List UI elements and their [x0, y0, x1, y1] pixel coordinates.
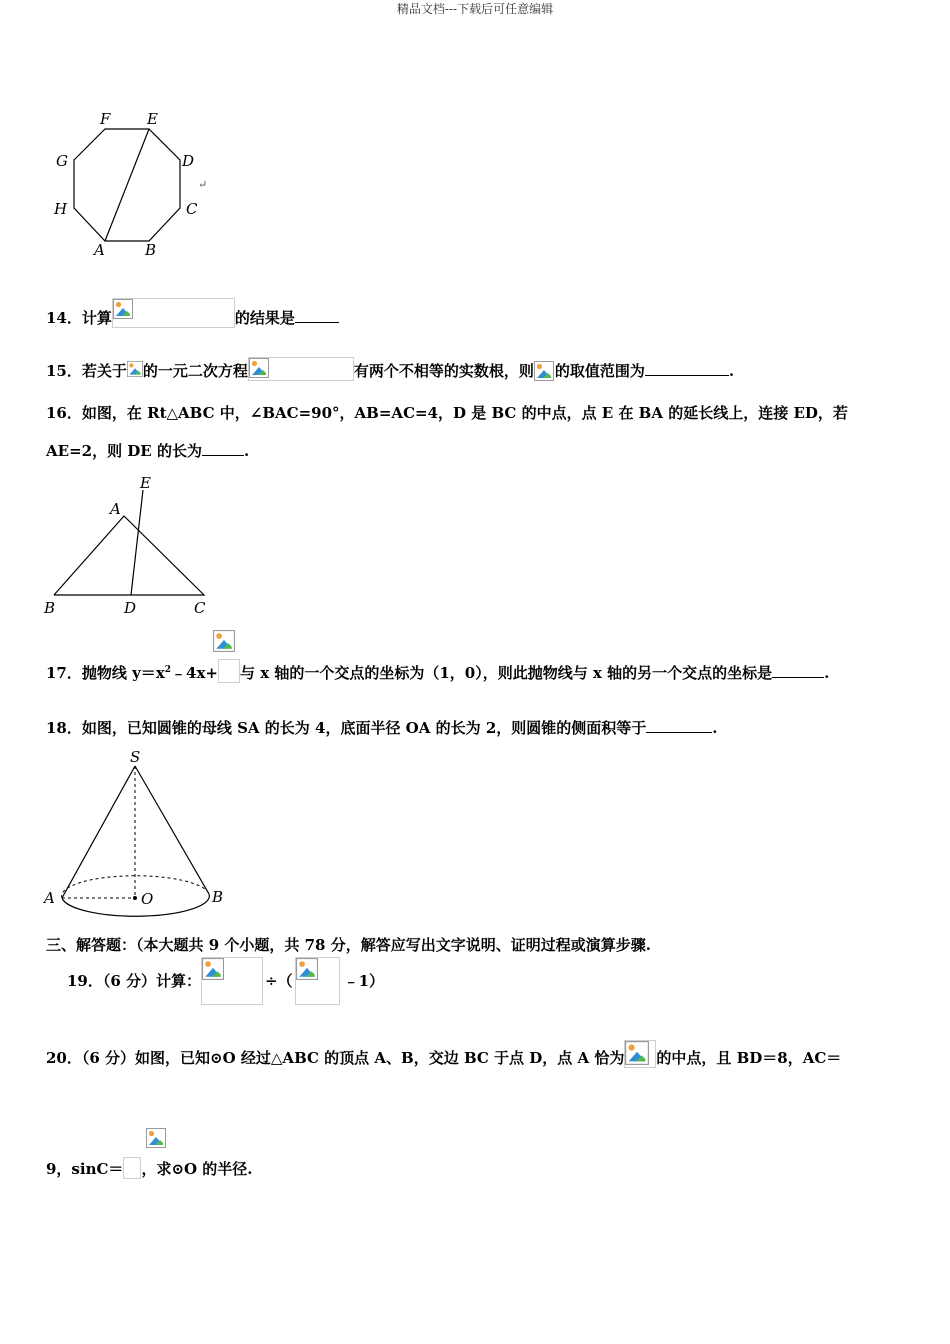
question-16-line-2	[46, 441, 249, 461]
q18-end: .	[712, 719, 718, 737]
octagon-label-a: A	[94, 241, 105, 259]
q14-formula-image	[112, 298, 235, 328]
q15-var-image-1	[127, 361, 143, 381]
image-placeholder-icon	[534, 361, 554, 381]
octagon-label-c: C	[186, 200, 198, 218]
triangle-label-d: D	[124, 599, 137, 617]
q19-post: ﹣1）	[343, 972, 385, 990]
octagon-label-d: D	[182, 152, 195, 170]
q18-answer-blank	[646, 731, 712, 733]
triangle-label-a: A	[110, 500, 121, 518]
q17-exponent: 2	[164, 665, 172, 675]
q16-answer-blank	[202, 454, 244, 456]
q19-divide: ÷（	[265, 972, 293, 990]
question-16-line-1: 16．如图，在 Rt△ABC 中，∠BAC=90°，AB=AC=4，D 是 BC 的中点，点 E 在 BA 的延长线上，连接 ED，若	[46, 404, 848, 422]
q19-fraction-image-2	[295, 957, 340, 1005]
image-placeholder-icon	[127, 361, 143, 377]
triangle-label-e: E	[140, 474, 151, 492]
triangle-figure	[40, 474, 215, 620]
image-placeholder-icon	[625, 1041, 649, 1065]
q18-text: 18．如图，已知圆锥的母线 SA 的长为 4，底面半径 OA 的长为 2，则圆锥的侧面积等于	[46, 719, 647, 737]
image-placeholder-icon	[213, 630, 235, 652]
q14-answer-blank	[295, 321, 339, 323]
q17-term-image-top	[213, 630, 235, 652]
q20-line2-post: ，求⊙O 的半径.	[141, 1160, 253, 1178]
q20-line2-pre: 9，sinC＝	[46, 1160, 124, 1178]
octagon-label-g: G	[56, 152, 68, 170]
q14-pre: 14．计算	[46, 309, 112, 327]
question-18	[46, 718, 718, 738]
q16-end: .	[243, 442, 250, 460]
q17-pre: 17．抛物线 y＝x	[46, 664, 165, 682]
q16-line2-pre: AE=2，则 DE 的长为	[46, 442, 202, 460]
question-17	[46, 659, 829, 683]
q15-answer-blank	[645, 374, 729, 376]
q20-sin-value-image	[123, 1157, 141, 1179]
q15-end: .	[728, 362, 735, 380]
octagon-figure	[46, 108, 216, 260]
q20-line1-post: 的中点，且 BD＝8，AC＝	[656, 1049, 842, 1067]
octagon-label-b: B	[145, 241, 157, 259]
section-3-heading: 三、解答题：（本大题共 9 个小题，共 78 分，解答应写出文字说明、证明过程或演算步骤.	[46, 936, 651, 954]
q15-equation-image	[248, 357, 354, 381]
triangle-label-c: C	[194, 599, 206, 617]
q15-mid2: 有两个不相等的实数根，则	[353, 362, 534, 380]
question-20-line-2	[46, 1157, 253, 1179]
q15-var-image-2	[534, 361, 555, 381]
triangle-label-b: B	[44, 599, 56, 617]
q20-line1-pre: 20．（6 分）如图，已知⊙O 经过△ABC 的顶点 A、B，交边 BC 于点 D，点 A 恰为	[46, 1049, 625, 1067]
page-header: 精品文档---下载后可任意编辑	[396, 2, 554, 16]
cone-label-o: O	[141, 890, 154, 908]
q20-sin-image-top	[146, 1128, 166, 1150]
q19-fraction-image-1	[201, 957, 263, 1005]
image-placeholder-icon	[146, 1128, 166, 1148]
octagon-label-f: F	[100, 110, 111, 128]
q19-pre: 19．（6 分）计算：	[67, 972, 202, 990]
q17-term-image	[218, 659, 240, 683]
octagon-label-e: E	[147, 110, 158, 128]
q15-pre: 15．若关于	[46, 362, 127, 380]
cone-label-a: A	[44, 889, 55, 907]
q17-answer-blank	[772, 676, 824, 678]
question-15	[46, 357, 734, 381]
question-19	[67, 957, 384, 1005]
octagon-label-h: H	[54, 200, 68, 218]
cone-figure	[40, 746, 235, 921]
q17-end: .	[824, 664, 830, 682]
cone-label-s: S	[130, 748, 141, 766]
question-14	[46, 298, 339, 328]
image-placeholder-icon	[296, 958, 318, 980]
image-placeholder-icon	[202, 958, 224, 980]
q17-post: 与 x 轴的一个交点的坐标为（1，0），则此抛物线与 x 轴的另一个交点的坐标是	[239, 664, 773, 682]
image-placeholder-icon	[113, 299, 133, 319]
q15-mid1: 的一元二次方程	[142, 362, 248, 380]
q15-post: 的取值范围为	[554, 362, 645, 380]
q20-arc-image	[624, 1040, 656, 1068]
return-mark: ↵	[198, 178, 208, 191]
image-placeholder-icon	[249, 358, 269, 378]
q14-post: 的结果是	[234, 309, 295, 327]
question-20-line-1	[46, 1040, 841, 1068]
q17-mid: ﹣4x+	[171, 664, 218, 682]
cone-label-b: B	[212, 888, 224, 906]
